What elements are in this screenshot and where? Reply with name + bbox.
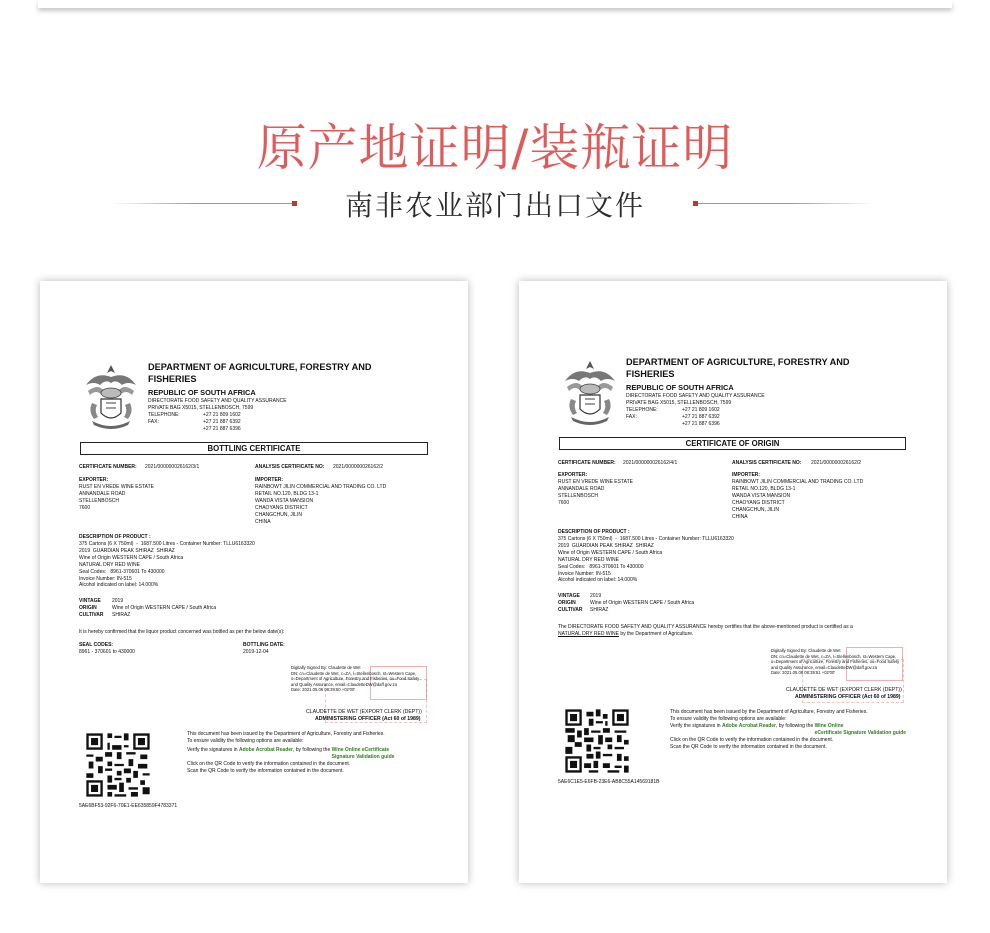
cultivar-value: SHIRAZ (590, 607, 609, 613)
page-subtitle: 南非农业部门出口文件 (344, 189, 645, 222)
seal-codes-value: 8961 - 370601 to 430000 (79, 649, 135, 655)
cert-number-value: 2021/000000026162/4/1 (623, 460, 678, 466)
top-card-edge (38, 0, 952, 8)
qr-code-icon[interactable] (84, 731, 152, 799)
origin-statement-line2 (558, 631, 693, 638)
cert-number-value: 2021/000000026162/3/1 (145, 464, 200, 470)
bottling-date-label: BOTTLING DATE: (243, 642, 285, 648)
importer-label: IMPORTER: (255, 477, 284, 483)
validation-guide-link[interactable]: Wine Online eCertificate Signature Validation guide (331, 747, 395, 760)
product-value: 375 Cartons (6 X 750ml) - 1687.500 Litres - Container Number: TLLU6163320 2019 GUARDIAN PEAK SHIRAZ SHIRAZ Wine of Origin WESTERN CAPE / South Africa NATURAL DRY RED WINE Seal Codes: 8961-370601 To 430000 Invoice Number: IN-515 Alcohol indicated on label: 14.000% (558, 536, 734, 584)
certificate-title: BOTTLING CERTIFICATE (80, 442, 428, 455)
phone-numbers: +27 21 809 1602 +27 21 887 6392 +27 21 887 6396 (203, 412, 241, 432)
importer-value: RAINBOWT JILIN COMMERCIAL AND TRADING CO. LTD RETAIL NO.120, BLDG 13-1 WANDA VISTA MANSION CHAOYANG DISTRICT CHANGCHUN, JILIN CHINA (732, 479, 864, 520)
notice-text: This document has been issued by the Department of Agriculture, Forestry and Fisheries. To ensure validity the following options are available: (187, 731, 385, 744)
divider-right (693, 203, 873, 204)
analysis-label: ANALYSIS CERTIFICATE NO: (255, 464, 325, 470)
clerk-name: CLAUDETTE DE WET (EXPORT CLERK (DEPT)) (306, 709, 422, 715)
administering-officer: ADMINISTERING OFFICER (Act 60 of 1989) (795, 694, 901, 700)
bottling-certificate[interactable] (40, 281, 468, 883)
phone-numbers: +27 21 809 1602 +27 21 887 6392 +27 21 887 6396 (682, 407, 720, 427)
origin-value: Wine of Origin WESTERN CAPE / South Africa (112, 605, 217, 611)
vintage-value: 2019 (590, 593, 602, 599)
document-id: 5AE6C1E5-E6FB-23E6-AB8C55A14569181B (558, 779, 660, 785)
exporter-value: RUST EN VREDE WINE ESTATE ANNANDALE ROAD STELLENBOSCH 7600 (79, 484, 155, 511)
analysis-value: 2021/000000026162/2 (333, 464, 384, 470)
certificate-title: CERTIFICATE OF ORIGIN (559, 437, 906, 450)
page-title: 原产地证明/装瓶证明 (256, 119, 734, 177)
exporter-label: EXPORTER: (79, 477, 109, 483)
department-name: DEPARTMENT OF AGRICULTURE, FORESTRY AND FISHERIES (626, 357, 850, 379)
department-name: DEPARTMENT OF AGRICULTURE, FORESTRY AND FISHERIES (148, 362, 372, 384)
product-label: DESCRIPTION OF PRODUCT : (558, 529, 630, 535)
importer-value: RAINBOWT JILIN COMMERCIAL AND TRADING CO. LTD RETAIL NO.120, BLDG 13-1 WANDA VISTA MANSION CHAOYANG DISTRICT CHANGCHUN, JILIN CHINA (255, 484, 387, 525)
origin-label: ORIGIN (558, 600, 576, 606)
notice-text: This document has been issued by the Department of Agriculture, Forestry and Fisheries. To ensure validity the following options are available: (670, 709, 868, 722)
cultivar-label: CULTIVAR (79, 612, 104, 618)
cert-number-label: CERTIFICATE NUMBER: (79, 464, 137, 470)
clerk-name: CLAUDETTE DE WET (EXPORT CLERK (DEPT)) (786, 687, 902, 693)
bottling-date-value: 2019-12-04 (243, 649, 269, 655)
exporter-value: RUST EN VREDE WINE ESTATE ANNANDALE ROAD STELLENBOSCH 7600 (558, 479, 634, 506)
notice-verify-line (187, 747, 394, 761)
republic-name: REPUBLIC OF SOUTH AFRICA (148, 388, 256, 397)
notice-verify-line (670, 723, 906, 737)
republic-name: REPUBLIC OF SOUTH AFRICA (626, 383, 734, 392)
notice-qr-text: Click on the QR Code to verify the information contained in the document. Scan the QR Code to verify the information contained in the document. (670, 737, 834, 750)
adobe-reader-link[interactable]: Adobe Acrobat Reader (238, 747, 293, 753)
qr-code-icon[interactable] (563, 707, 631, 775)
divider-dot (693, 201, 698, 206)
cultivar-label: CULTIVAR (558, 607, 583, 613)
notice-follow-text: , by following the (775, 723, 814, 729)
analysis-value: 2021/000000026162/2 (811, 460, 862, 466)
analysis-label: ANALYSIS CERTIFICATE NO: (732, 460, 802, 466)
origin-statement: The DIRECTORATE FOOD SAFETY AND QUALITY ASSURANCE hereby certifies that the above-mentioned product is certified as a (558, 624, 853, 630)
exporter-label: EXPORTER: (558, 472, 588, 478)
vintage-label: VINTAGE (558, 593, 580, 599)
importer-label: IMPORTER: (732, 472, 761, 478)
document-id: 5AE6BF53-92F6-70E1-EE635859F4783371 (79, 803, 178, 809)
digital-signature: Digitally Signed By: Claudette de Wet DN: cn=Claudette de Wet, c=ZA, l=Stellenbosch, st=Western Cape, o=Department of Agriculture, Forestry and Fisheries, ou=Food Safety and Quality Assurance, email=ClaudetteDW@daff.gov.za Date: 2021.05.06 08:39:51 +02'00' (771, 648, 900, 676)
validation-guide-link[interactable]: Wine Online eCertificate Signature Validation guide (814, 723, 907, 736)
administering-officer: ADMINISTERING OFFICER (Act 60 of 1989) (315, 716, 421, 722)
origin-statement-tail: by the Department of Agriculture. (618, 631, 694, 637)
notice-qr-text: Click on the QR Code to verify the information contained in the document. Scan the QR Code to verify the information contained in the document. (187, 761, 351, 774)
adobe-reader-link[interactable]: Adobe Acrobat Reader (721, 723, 776, 729)
cultivar-value: SHIRAZ (112, 612, 131, 618)
bottling-statement: It is hereby confirmed that the liquor product concerned was bottled as per the below date(s): (79, 629, 285, 635)
coat-of-arms-icon (561, 359, 619, 427)
notice-verify-text: Verify the signatures in (187, 747, 238, 753)
digital-signature: Digitally Signed By: Claudette de Wet DN: cn=Claudette de Wet, c=ZA, l=Stellenbosch, st=Western Cape, o=Department of Agriculture, Forestry and Fisheries, ou=Food Safety and Quality Assurance, email=ClaudetteDW@daff.gov.za Date: 2021.05.06 08:39:50 +02'00' (291, 665, 420, 693)
notice-follow-text: , by following the (292, 747, 331, 753)
product-value: 375 Cartons (6 X 750ml) - 1687.500 Litres - Container Number: TLLU6163320 2019 GUARDIAN PEAK SHIRAZ SHIRAZ Wine of Origin WESTERN CAPE / South Africa NATURAL DRY RED WINE Seal Codes: 8961-370601 To 430000 Invoice Number: IN-515 Alcohol indicated on label: 14.000% (79, 541, 255, 589)
notice-verify-text: Verify the signatures in (670, 723, 721, 729)
origin-value: Wine of Origin WESTERN CAPE / South Africa (590, 600, 695, 606)
origin-label: ORIGIN (79, 605, 97, 611)
wine-type-underlined: NATURAL DRY RED WINE (558, 631, 619, 637)
coat-of-arms-icon (82, 363, 140, 431)
vintage-value: 2019 (112, 598, 124, 604)
seal-codes-label: SEAL CODES: (79, 642, 114, 648)
product-label: DESCRIPTION OF PRODUCT : (79, 534, 151, 540)
cert-number-label: CERTIFICATE NUMBER: (558, 460, 616, 466)
certificate-of-origin[interactable] (519, 281, 947, 883)
directorate-address: DIRECTORATE FOOD SAFETY AND QUALITY ASSURANCE PRIVATE BAG X5015, STELLENBOSCH, 7599 TELEPHONE: FAX: (626, 393, 765, 420)
directorate-address: DIRECTORATE FOOD SAFETY AND QUALITY ASSURANCE PRIVATE BAG X5015, STELLENBOSCH, 7599 TELEPHONE: FAX: (148, 398, 287, 425)
vintage-label: VINTAGE (79, 598, 101, 604)
